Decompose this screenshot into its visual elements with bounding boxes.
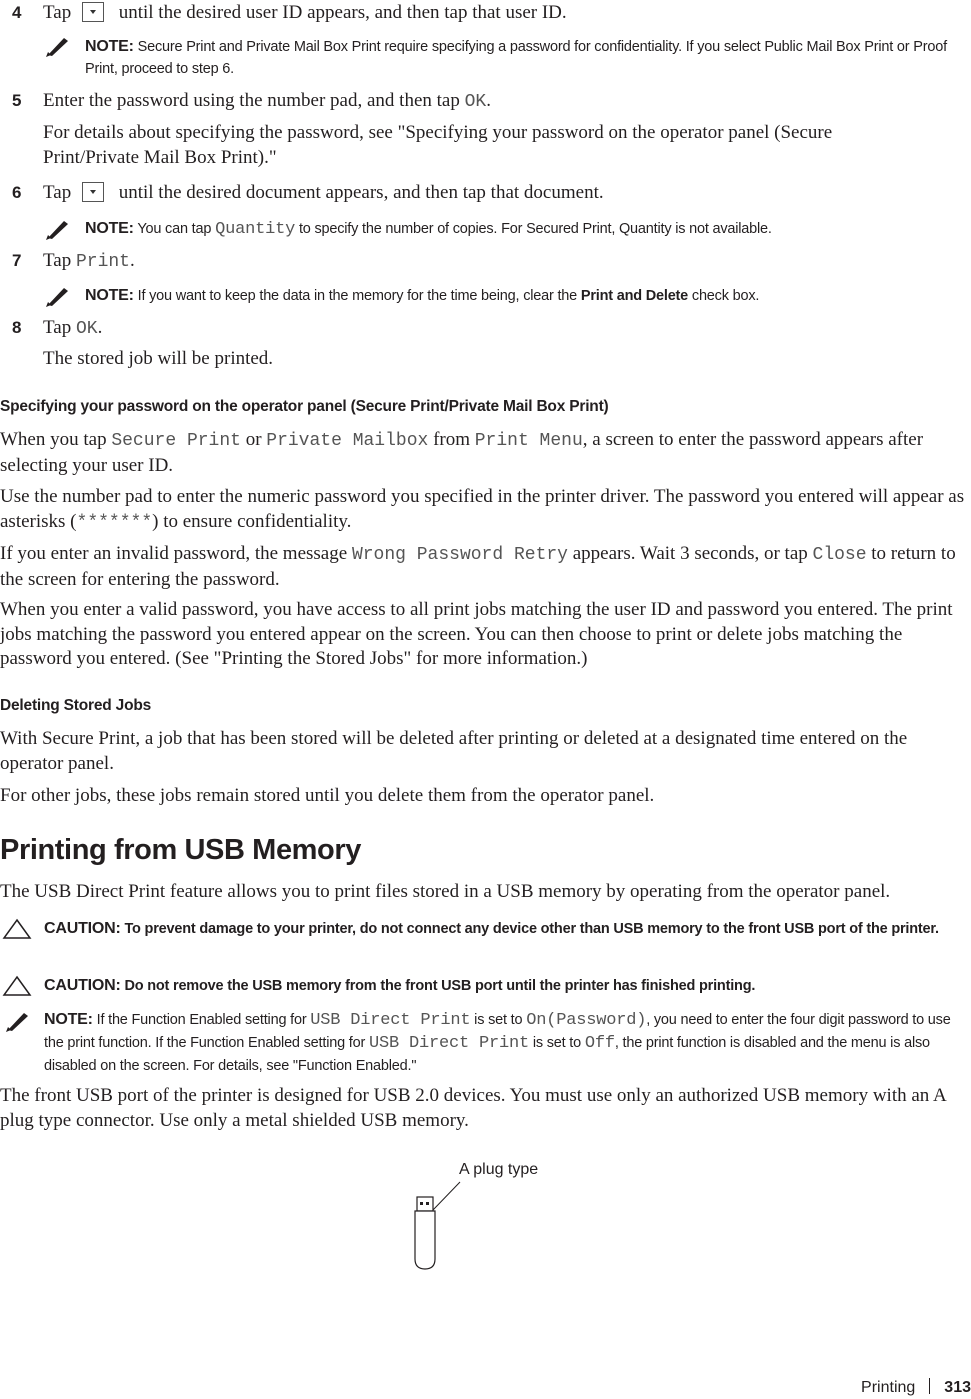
step-number: 7 <box>12 251 22 270</box>
note-step-7 <box>85 285 965 307</box>
text: or <box>245 429 262 450</box>
step-number: 5 <box>12 91 22 110</box>
punct: . <box>97 317 103 338</box>
step-text: Enter the password using the number pad, and then tap <box>43 90 460 111</box>
text: , a screen to enter the password appears after selecting your user ID. <box>0 429 924 476</box>
caution-triangle-icon <box>2 918 32 940</box>
dropdown-arrow-button[interactable] <box>82 2 104 22</box>
step-text: Tap <box>43 250 72 271</box>
section-title-usb: Printing from USB Memory <box>0 834 361 866</box>
text: from <box>433 429 470 450</box>
note-text: , you need to enter the four digit password to use the print function. If the Function Enabled setting for <box>44 1012 951 1051</box>
note-text: If you want to keep the data in the memory for the time being, clear the <box>137 288 578 304</box>
text: appears. Wait 3 seconds, or tap <box>572 543 808 564</box>
step-text: Tap <box>43 2 72 23</box>
dropdown-arrow-button[interactable] <box>82 182 104 202</box>
note-text: You can tap <box>137 221 212 237</box>
ui-term-off: Off <box>584 1034 615 1053</box>
note-label: NOTE: <box>44 1011 93 1028</box>
text: ) to ensure confidentiality. <box>152 510 352 532</box>
step-number: 4 <box>12 3 22 22</box>
caution-1 <box>44 918 964 940</box>
section-heading-password: Specifying your password on the operator panel (Secure Print/Private Mail Box Print) <box>0 398 609 415</box>
step-text: until the desired document appears, and then tap that document. <box>118 182 604 203</box>
caution-label: CAUTION: <box>44 977 121 994</box>
note-text: , the print function is disabled and the menu is also disabled on the screen. For details, see "Function Enabled." <box>44 1035 930 1074</box>
paragraph <box>0 542 971 592</box>
pencil-note-icon <box>44 218 70 240</box>
note-label: NOTE: <box>85 38 134 55</box>
ui-term-on-password: On(Password) <box>526 1011 647 1030</box>
step-5-detail: For details about specifying the password, see "Specifying your password on the operator panel (Secure Print/Private Mail Box Print)." <box>43 122 833 168</box>
step-text: until the desired user ID appears, and then tap that user ID. <box>118 2 567 23</box>
caution-label: CAUTION: <box>44 920 121 937</box>
caution-text: Do not remove the USB memory from the front USB port until the printer has finished printing. <box>124 978 756 994</box>
ui-term-ok: OK <box>75 319 98 339</box>
punct: . <box>486 90 491 111</box>
caution-2 <box>44 975 964 997</box>
caution-text: To prevent damage to your printer, do not connect any device other than USB memory to the front USB port of the printer. <box>124 921 939 937</box>
pencil-note-icon <box>44 285 70 307</box>
caution-triangle-icon <box>2 975 32 997</box>
figure-label: A plug type <box>459 1161 539 1178</box>
note-label: NOTE: <box>85 220 134 237</box>
paragraph: When you enter a valid password, you have access to all print jobs matching the user ID and password you entered. The print jobs matching the password you entered appear on the screen. You can then choose to print or delete jobs matching the password you entered. (See "Printing the Stored Jobs" for more information.) <box>0 599 953 669</box>
note-step-4 <box>85 36 965 80</box>
paragraph: The USB Direct Print feature allows you to print files stored in a USB memory by operating from the operator panel. <box>0 881 891 902</box>
ui-term-secure-print: Secure Print <box>111 431 241 451</box>
step-8-detail: The stored job will be printed. <box>43 348 274 369</box>
ui-term-usb-direct-print: USB Direct Print <box>368 1034 529 1053</box>
text: If you enter an invalid password, the message <box>0 543 348 564</box>
page-footer <box>861 1378 971 1397</box>
paragraph: For other jobs, these jobs remain stored until you delete them from the operator panel. <box>0 785 655 806</box>
punct: . <box>129 250 135 271</box>
note-text: If the Function Enabled setting for <box>96 1012 307 1028</box>
step-number: 8 <box>12 318 22 337</box>
text: When you tap <box>0 429 107 450</box>
text: to return to the screen for entering the password. <box>0 543 956 590</box>
ui-term-quantity: Quantity <box>215 220 296 239</box>
paragraph <box>0 485 971 535</box>
note-text: to specify the number of copies. For Secured Print, Quantity is not available. <box>298 221 772 237</box>
asterisks: ******* <box>76 512 153 533</box>
ui-term-wrong-password: Wrong Password Retry <box>351 545 568 565</box>
step-text: Tap <box>43 182 72 203</box>
text: Use the number pad to enter the numeric password you specified in the printer driver. The password you entered will appear as asterisks ( <box>0 486 965 532</box>
paragraph: With Secure Print, a job that has been stored will be deleted after printing or deleted at a designated time entered on the operator panel. <box>0 728 908 774</box>
ui-term-close: Close <box>812 545 867 565</box>
page-number: 313 <box>944 1379 971 1396</box>
note-text: is set to <box>532 1035 581 1051</box>
ui-term-print: Print <box>75 252 130 272</box>
pencil-note-icon <box>44 35 70 57</box>
ui-term-private-mailbox: Private Mailbox <box>266 431 429 451</box>
ui-term-print-menu: Print Menu <box>474 431 583 451</box>
ui-term-print-and-delete: Print and Delete <box>580 288 689 304</box>
note-text: check box. <box>691 288 760 304</box>
footer-section: Printing <box>861 1379 916 1396</box>
ui-term-ok: OK <box>464 92 487 112</box>
step-number: 6 <box>12 183 22 202</box>
footer-divider <box>929 1378 930 1394</box>
paragraph <box>0 428 965 478</box>
note-step-6 <box>85 218 965 241</box>
note-usb <box>44 1009 959 1077</box>
note-text: is set to <box>474 1012 523 1028</box>
step-text: Tap <box>43 317 72 338</box>
section-heading-deleting: Deleting Stored Jobs <box>0 697 152 714</box>
ui-term-usb-direct-print: USB Direct Print <box>310 1011 471 1030</box>
note-text: Secure Print and Private Mail Box Print require specifying a password for confidentiality. If you select Public Mail Box Print or Proof Print, proceed to step 6. <box>85 39 947 77</box>
note-label: NOTE: <box>85 287 134 304</box>
paragraph: The front USB port of the printer is designed for USB 2.0 devices. You must use only an authorized USB memory with an A plug type connector. Use only a metal shielded USB memory. <box>0 1085 946 1131</box>
pencil-note-icon <box>4 1010 30 1032</box>
